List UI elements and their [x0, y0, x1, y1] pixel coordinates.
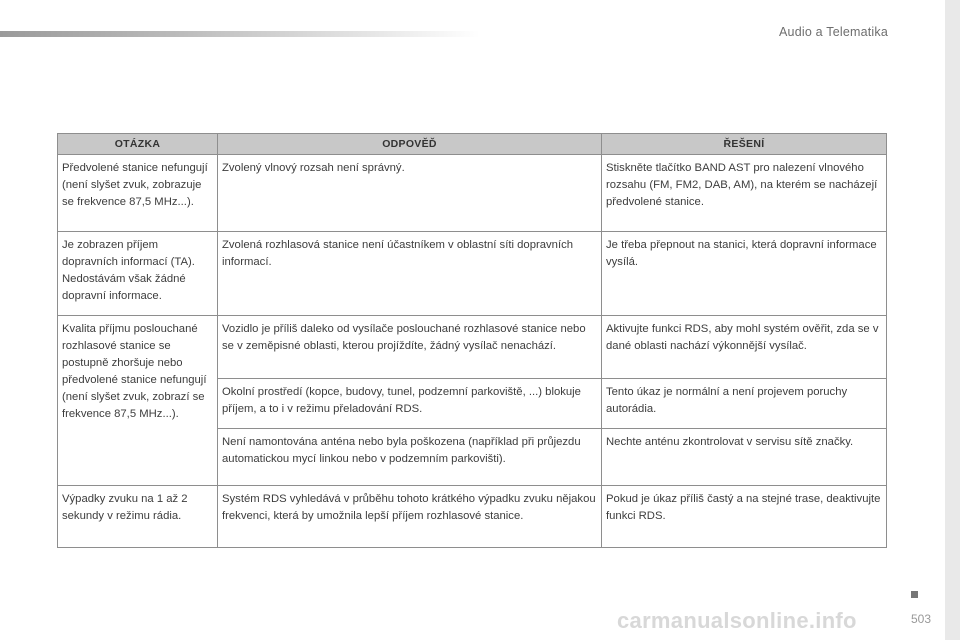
answer-cell: Zvolená rozhlasová stanice není účastníkem v oblastní síti dopravních informací. — [218, 232, 602, 316]
answer-cell: Systém RDS vyhledává v průběhu tohoto krátkého výpadku zvuku nějakou frekvenci, která by umožnila lepší příjem rozhlasové stanice. — [218, 486, 602, 548]
page-number: 503 — [911, 612, 932, 626]
table-row — [58, 155, 887, 232]
watermark: carmanualsonline.info — [617, 608, 857, 633]
page-edge-strip — [945, 0, 960, 640]
troubleshooting-table — [57, 133, 887, 548]
column-header-answer: ODPOVĚĎ — [218, 134, 602, 155]
solution-cell: Je třeba přepnout na stanici, která dopravní informace vysílá. — [602, 232, 887, 316]
page-marker — [911, 591, 918, 598]
solution-cell: Nechte anténu zkontrolovat v servisu sítě značky. — [602, 429, 887, 486]
solution-cell: Tento úkaz je normální a není projevem poruchy autorádia. — [602, 379, 887, 429]
solution-cell: Aktivujte funkci RDS, aby mohl systém ověřit, zda se v dané oblasti nachází výkonnější vysílač. — [602, 316, 887, 379]
section-title: Audio a Telematika — [779, 25, 888, 39]
solution-cell: Stiskněte tlačítko BAND AST pro nalezení vlnového rozsahu (FM, FM2, DAB, AM), na kterém se nacházejí předvolené stanice. — [602, 155, 887, 232]
question-cell: Kvalita příjmu poslouchané rozhlasové stanice se postupně zhoršuje nebo předvolené stanice nefungují (není slyšet zvuk, zobrazí se frekvence 87,5 MHz...). — [58, 316, 218, 486]
header-decor-bar — [0, 31, 480, 37]
answer-cell: Vozidlo je příliš daleko od vysílače poslouchané rozhlasové stanice nebo se v zeměpisné oblasti, kterou projíždíte, žádný vysílač nenachází. — [218, 316, 602, 379]
question-cell: Výpadky zvuku na 1 až 2 sekundy v režimu rádia. — [58, 486, 218, 548]
answer-cell: Zvolený vlnový rozsah není správný. — [218, 155, 602, 232]
answer-cell: Není namontována anténa nebo byla poškozena (například při průjezdu automatickou mycí linkou nebo v podzemním parkovišti). — [218, 429, 602, 486]
question-cell: Předvolené stanice nefungují (není slyšet zvuk, zobrazuje se frekvence 87,5 MHz...). — [58, 155, 218, 232]
question-cell: Je zobrazen příjem dopravních informací (TA). Nedostávám však žádné dopravní informace. — [58, 232, 218, 316]
solution-cell: Pokud je úkaz příliš častý a na stejné trase, deaktivujte funkci RDS. — [602, 486, 887, 548]
column-header-question: OTÁZKA — [58, 134, 218, 155]
table-row — [58, 486, 887, 548]
column-header-solution: ŘEŠENÍ — [602, 134, 887, 155]
table-row — [58, 232, 887, 316]
answer-cell: Okolní prostředí (kopce, budovy, tunel, podzemní parkoviště, ...) blokuje příjem, a to i v režimu přeladování RDS. — [218, 379, 602, 429]
table-header-row — [58, 134, 887, 155]
table-row — [58, 316, 887, 379]
